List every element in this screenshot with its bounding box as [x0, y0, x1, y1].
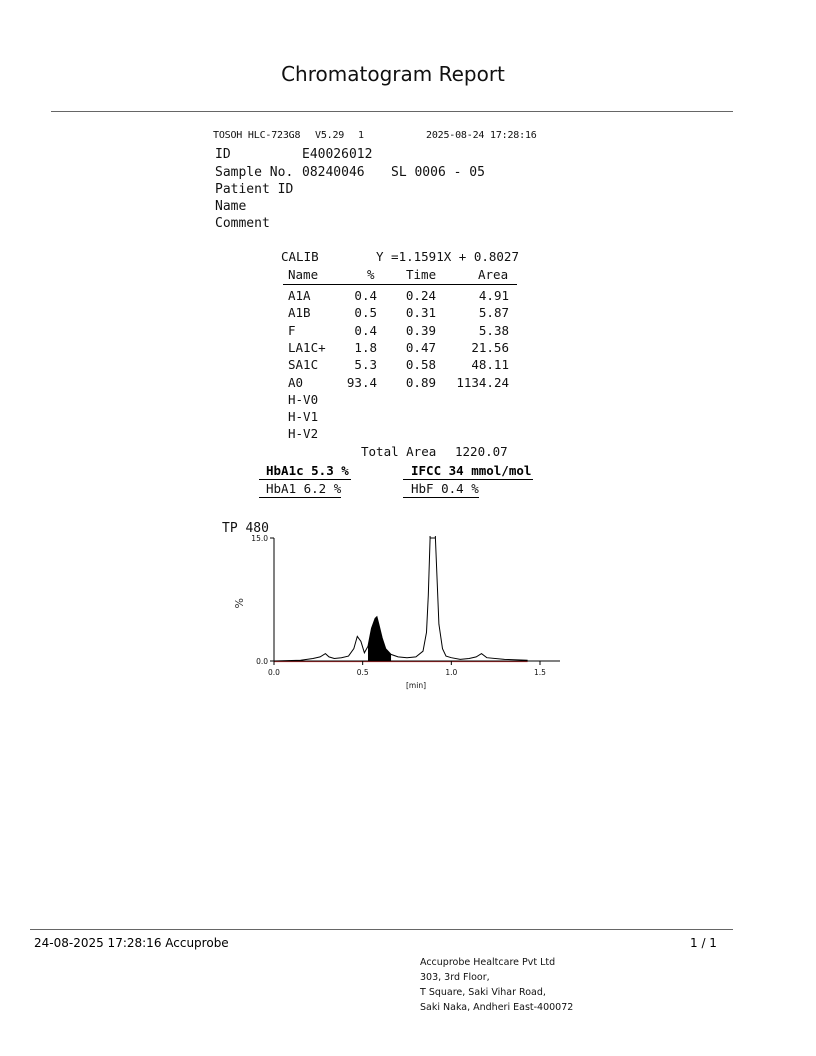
footer-divider — [30, 929, 733, 930]
peak-cell-time: 0.89 — [405, 374, 436, 390]
peak-cell-name: H-V1 — [288, 409, 319, 425]
company-address — [420, 955, 573, 1015]
peak-cell-name: A0 — [288, 374, 304, 390]
total-area-value: 1220.07 — [455, 444, 508, 459]
page-number: 1 / 1 — [690, 936, 717, 950]
y-axis-label: % — [232, 598, 245, 609]
peak-cell-pct: 1.8 — [354, 339, 377, 355]
peak-cell-name: A1A — [288, 288, 311, 303]
x-tick-label: 0.5 — [356, 668, 369, 677]
x-axis-label: [min] — [406, 681, 426, 690]
peak-cell-name: F — [288, 322, 296, 338]
peak-cell-name: H-V2 — [288, 426, 319, 442]
sl-value: SL 0006 - 05 — [391, 165, 485, 180]
peak-cell-area: 48.11 — [471, 357, 509, 373]
hba1-result: HbA1 6.2 % — [266, 481, 342, 496]
peak-cell-time: 0.58 — [405, 357, 436, 373]
chart-plot-area — [251, 534, 560, 677]
name-label: Name — [215, 199, 247, 214]
header-divider — [51, 111, 733, 112]
peak-cell-pct: 0.4 — [354, 322, 377, 338]
peak-cell-time: 0.24 — [405, 288, 436, 303]
id-value: E40026012 — [302, 147, 373, 162]
calib-equation: Y =1.1591X + 0.8027 — [376, 249, 519, 264]
hba1c-underline — [259, 479, 351, 480]
hbf-underline — [403, 497, 479, 498]
peak-cell-area: 21.56 — [471, 339, 509, 355]
instrument-channel: 1 — [358, 130, 364, 141]
report-title: Chromatogram Report — [281, 62, 505, 86]
address-line-2: 303, 3rd Floor, — [420, 972, 490, 983]
instrument-version: V5.29 — [315, 130, 345, 141]
peak-cell-area: 5.87 — [478, 305, 509, 321]
peak-cell-pct: 93.4 — [346, 374, 377, 390]
id-label: ID — [215, 147, 231, 162]
address-line-1: Accuprobe Healtcare Pvt Ltd — [420, 957, 556, 968]
peak-cell-pct: 5.3 — [354, 357, 377, 373]
col-header-name: Name — [288, 267, 319, 282]
col-header-time: Time — [406, 267, 437, 282]
comment-label: Comment — [215, 216, 270, 231]
address-line-4: Saki Naka, Andheri East-400072 — [420, 1002, 574, 1013]
peak-cell-name: LA1C+ — [288, 339, 326, 355]
peak-cell-pct: 0.4 — [354, 288, 377, 303]
col-header-area: Area — [478, 267, 509, 282]
table-header-rule — [283, 284, 517, 285]
peak-cell-area: 1134.24 — [456, 374, 509, 390]
x-tick-label: 0.0 — [268, 668, 280, 677]
hba1-underline — [259, 497, 341, 498]
chromatogram-chart — [205, 515, 575, 700]
chart-header-text: TP 480 — [222, 521, 269, 536]
ifcc-underline — [403, 479, 533, 480]
patient-id-label: Patient ID — [215, 182, 294, 197]
hbf-result: HbF 0.4 % — [411, 481, 479, 496]
sa1c-peak-fill — [368, 617, 391, 661]
peak-cell-name: A1B — [288, 305, 311, 321]
peak-cell-pct: 0.5 — [354, 305, 377, 321]
peak-cell-name: H-V0 — [288, 391, 319, 407]
sample-no-value: 08240046 — [302, 165, 365, 180]
hba1c-result: HbA1c 5.3 % — [266, 463, 349, 478]
instrument-datetime: 2025-08-24 17:28:16 — [426, 130, 537, 141]
x-tick-label: 1.5 — [534, 668, 546, 677]
footer-datetime-user: 24-08-2025 17:28:16 Accuprobe — [34, 936, 229, 950]
x-tick-label: 1.0 — [445, 668, 458, 677]
y-tick-label: 0.0 — [256, 657, 268, 666]
peak-cell-area: 5.38 — [478, 322, 509, 338]
col-header-pct: % — [367, 267, 375, 282]
peak-cell-time: 0.47 — [405, 339, 436, 355]
y-tick-label: 15.0 — [251, 534, 268, 543]
total-area-label: Total Area — [361, 444, 437, 459]
calib-label: CALIB — [281, 249, 319, 264]
instrument-model: TOSOH HLC-723G8 — [213, 130, 301, 141]
peak-cell-name: SA1C — [288, 357, 319, 373]
chromatogram-trace — [274, 538, 528, 661]
peak-cell-area: 4.91 — [478, 288, 509, 303]
ifcc-result: IFCC 34 mmol/mol — [411, 463, 532, 478]
sample-no-label: Sample No. — [215, 165, 294, 180]
peak-cell-time: 0.39 — [405, 322, 436, 338]
peak-cell-time: 0.31 — [405, 305, 436, 321]
address-line-3: T Square, Saki Vihar Road, — [420, 987, 546, 998]
